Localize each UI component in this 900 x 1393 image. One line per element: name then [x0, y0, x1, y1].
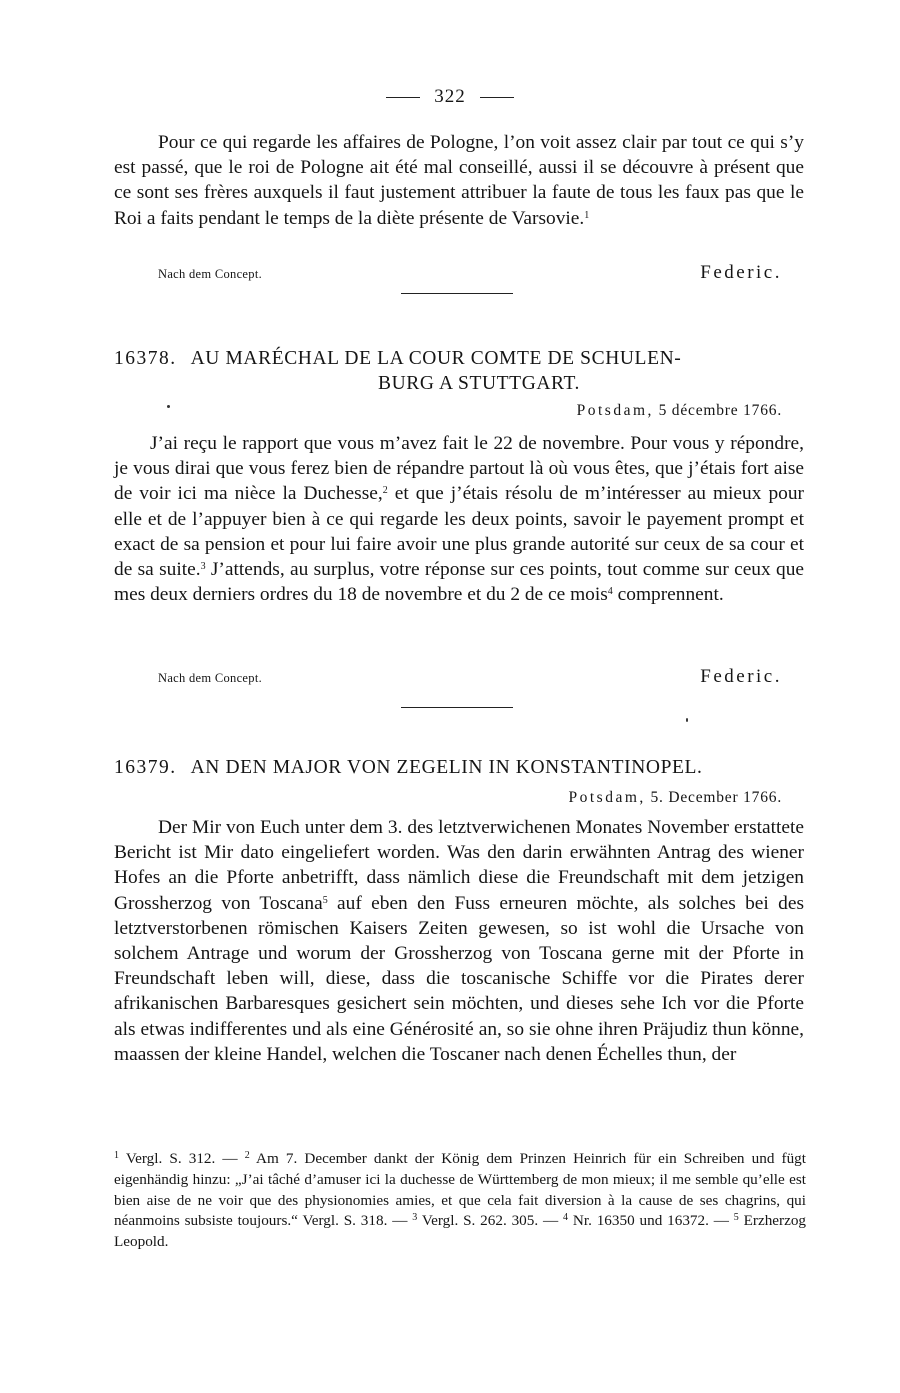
- footnote-3: Vergl. S. 262. 305. —: [421, 1212, 559, 1230]
- footnote-ref-3: 3: [200, 561, 206, 573]
- letter-16379-place: Potsdam,: [568, 789, 646, 806]
- letter-16378-closing: [114, 660, 804, 686]
- letter-prev-body: [114, 130, 804, 231]
- footnote-ref-2: 2: [382, 485, 388, 497]
- letter-prev-source: Nach dem Concept.: [158, 267, 263, 281]
- letter-16378-text-3: J’attends, au surplus, votre réponse sur ces points, tout comme sur ceux que mes deux derniers ordres du 18 de novembre et du 2 de ce mois: [114, 559, 805, 606]
- page-number-dash-right: [480, 97, 514, 98]
- letter-16379-dateline: [569, 789, 783, 807]
- letter-16379-number: 16379.: [114, 757, 177, 778]
- letter-16378-date: 5 décembre 1766.: [658, 402, 782, 419]
- section-divider-1: [401, 293, 513, 294]
- footnote-mark-3: 3: [412, 1212, 418, 1224]
- footnotes: [114, 1149, 806, 1253]
- footnote-mark-1: 1: [114, 1150, 119, 1161]
- letter-16378-place: Potsdam,: [576, 402, 654, 419]
- letter-16378-signature: Federic.: [700, 666, 782, 687]
- letter-16379-text-1: Der Mir von Euch unter dem 3. des letztverwichenen Monates November erstattete Bericht ist Mir dato eingeliefert worden. Was den darin erwähnten Antrag des wiener Hofes an die Pforte anbetrifft, dass nämlich diese die Freundschaft mit dem jetzigen Grossherzog von Toscana: [114, 817, 804, 914]
- page-number: [0, 86, 900, 108]
- letter-16378-title-line1: AU MARÉCHAL DE LA COUR COMTE DE SCHULEN-: [190, 348, 682, 369]
- footnote-mark-2: 2: [244, 1150, 250, 1161]
- letter-16378-text-4: comprennent.: [617, 584, 724, 606]
- footnote-4: Nr. 16350 und 16372. —: [572, 1212, 729, 1230]
- footnote-ref-4: 4: [607, 586, 613, 598]
- letter-16378-source: Nach dem Concept.: [158, 671, 263, 685]
- print-speck: [167, 405, 170, 408]
- footnote-mark-5: 5: [733, 1212, 739, 1224]
- letter-16378-text-1: J’ai reçu le rapport que vous m’avez fait le 22 de novembre. Pour vous y répondre, je vous dirai que vous ferez bien de répandre partout là où vous êtes, que j’étais fort aise de voir ici ma nièce la Duchesse,: [114, 433, 804, 505]
- page-number-dash-left: [386, 97, 420, 98]
- letter-16378-text-2: et que j’étais résolu de m’intéresser au mieux pour elle et de l’appuyer bien à ce qui regarde les deux points, savoir le payement prompt et exact de sa pension et pour lui faire avoir une plus grande autorité sur ceux de sa cour et de sa suite.: [114, 483, 804, 581]
- letter-16379-body: [114, 815, 804, 1067]
- letter-16378-body: [114, 431, 804, 607]
- letter-16378-number: 16378.: [114, 348, 177, 369]
- footnote-ref-1: 1: [584, 209, 590, 221]
- letter-16378-heading: [114, 346, 804, 396]
- letter-16378-title-line2: BURG A STUTTGART.: [377, 373, 581, 394]
- letter-16378-body-block: [114, 431, 804, 607]
- letter-16379-date: 5. December 1766.: [650, 789, 782, 806]
- footnote-1: Vergl. S. 312. —: [125, 1150, 238, 1167]
- footnote-ref-5: 5: [322, 894, 328, 906]
- print-speck: [686, 718, 688, 722]
- letter-16379-text-2: auf eben den Fuss erneuren möchte, als solches bei des letztverstorbenen römischen Kaisers Zeiten gewesen, so ist wohl die Ursache von solchem Antrage und worum der Grossherzog von Toscana gerne mit der Pforte in Freundschaft leben will, diese, dass die toscanische Schiffe vor die Pirates derer afrikanischen Barbaresques gesichert sein möchten, und dieses sehe Ich vor die Pforte als etwas indifferentes und als eine Générosité an, so sie ohne ihren Präjudiz thun könne, maassen der kleine Handel, welchen die Toscaner nach denen Échelles thun, der: [114, 892, 804, 1065]
- page-number-text: 322: [434, 86, 466, 107]
- letter-prev-body-block: [114, 130, 804, 231]
- letter-16378-dateline: [577, 402, 782, 420]
- letter-16379-body-block: [114, 815, 804, 1067]
- footnote-mark-4: 4: [563, 1212, 569, 1224]
- footnote-5: Erzherzog Leopold.: [114, 1212, 807, 1251]
- letter-16379-heading: [114, 755, 804, 780]
- letter-16378-heading-line1: [114, 346, 804, 371]
- letter-prev-text: Pour ce qui regarde les affaires de Pologne, l’on voit assez clair par tout ce qui s’y est passé, que le roi de Pologne ait été mal conseillé, aussi il se découvre à présent que ce sont ses frères auxquels il faut justement attribuer la faute de tous les faux pas que le Roi a faits pendant le temps de la diète présente de Varsovie.: [114, 132, 804, 229]
- letter-16379-title: AN DEN MAJOR VON ZEGELIN IN KONSTANTINOPEL.: [190, 757, 703, 778]
- letter-prev-closing: [114, 256, 804, 282]
- letter-prev-signature: Federic.: [700, 262, 782, 283]
- section-divider-2: [401, 707, 513, 708]
- footnote-2: Am 7. December dankt der König dem Prinzen Heinrich für ein Schreiben und fügt eigenhändig hinzu: „J’ai tâché d’amuser ici la duchesse de Württemberg de mon mieux; il me semble qu’elle est bien aise de ne voir que des physionomies amies, et que cela fait diversion à la cause de ses chagrins, qui néanmoins subsiste toujours.“ Vergl. S. 318. —: [114, 1150, 806, 1230]
